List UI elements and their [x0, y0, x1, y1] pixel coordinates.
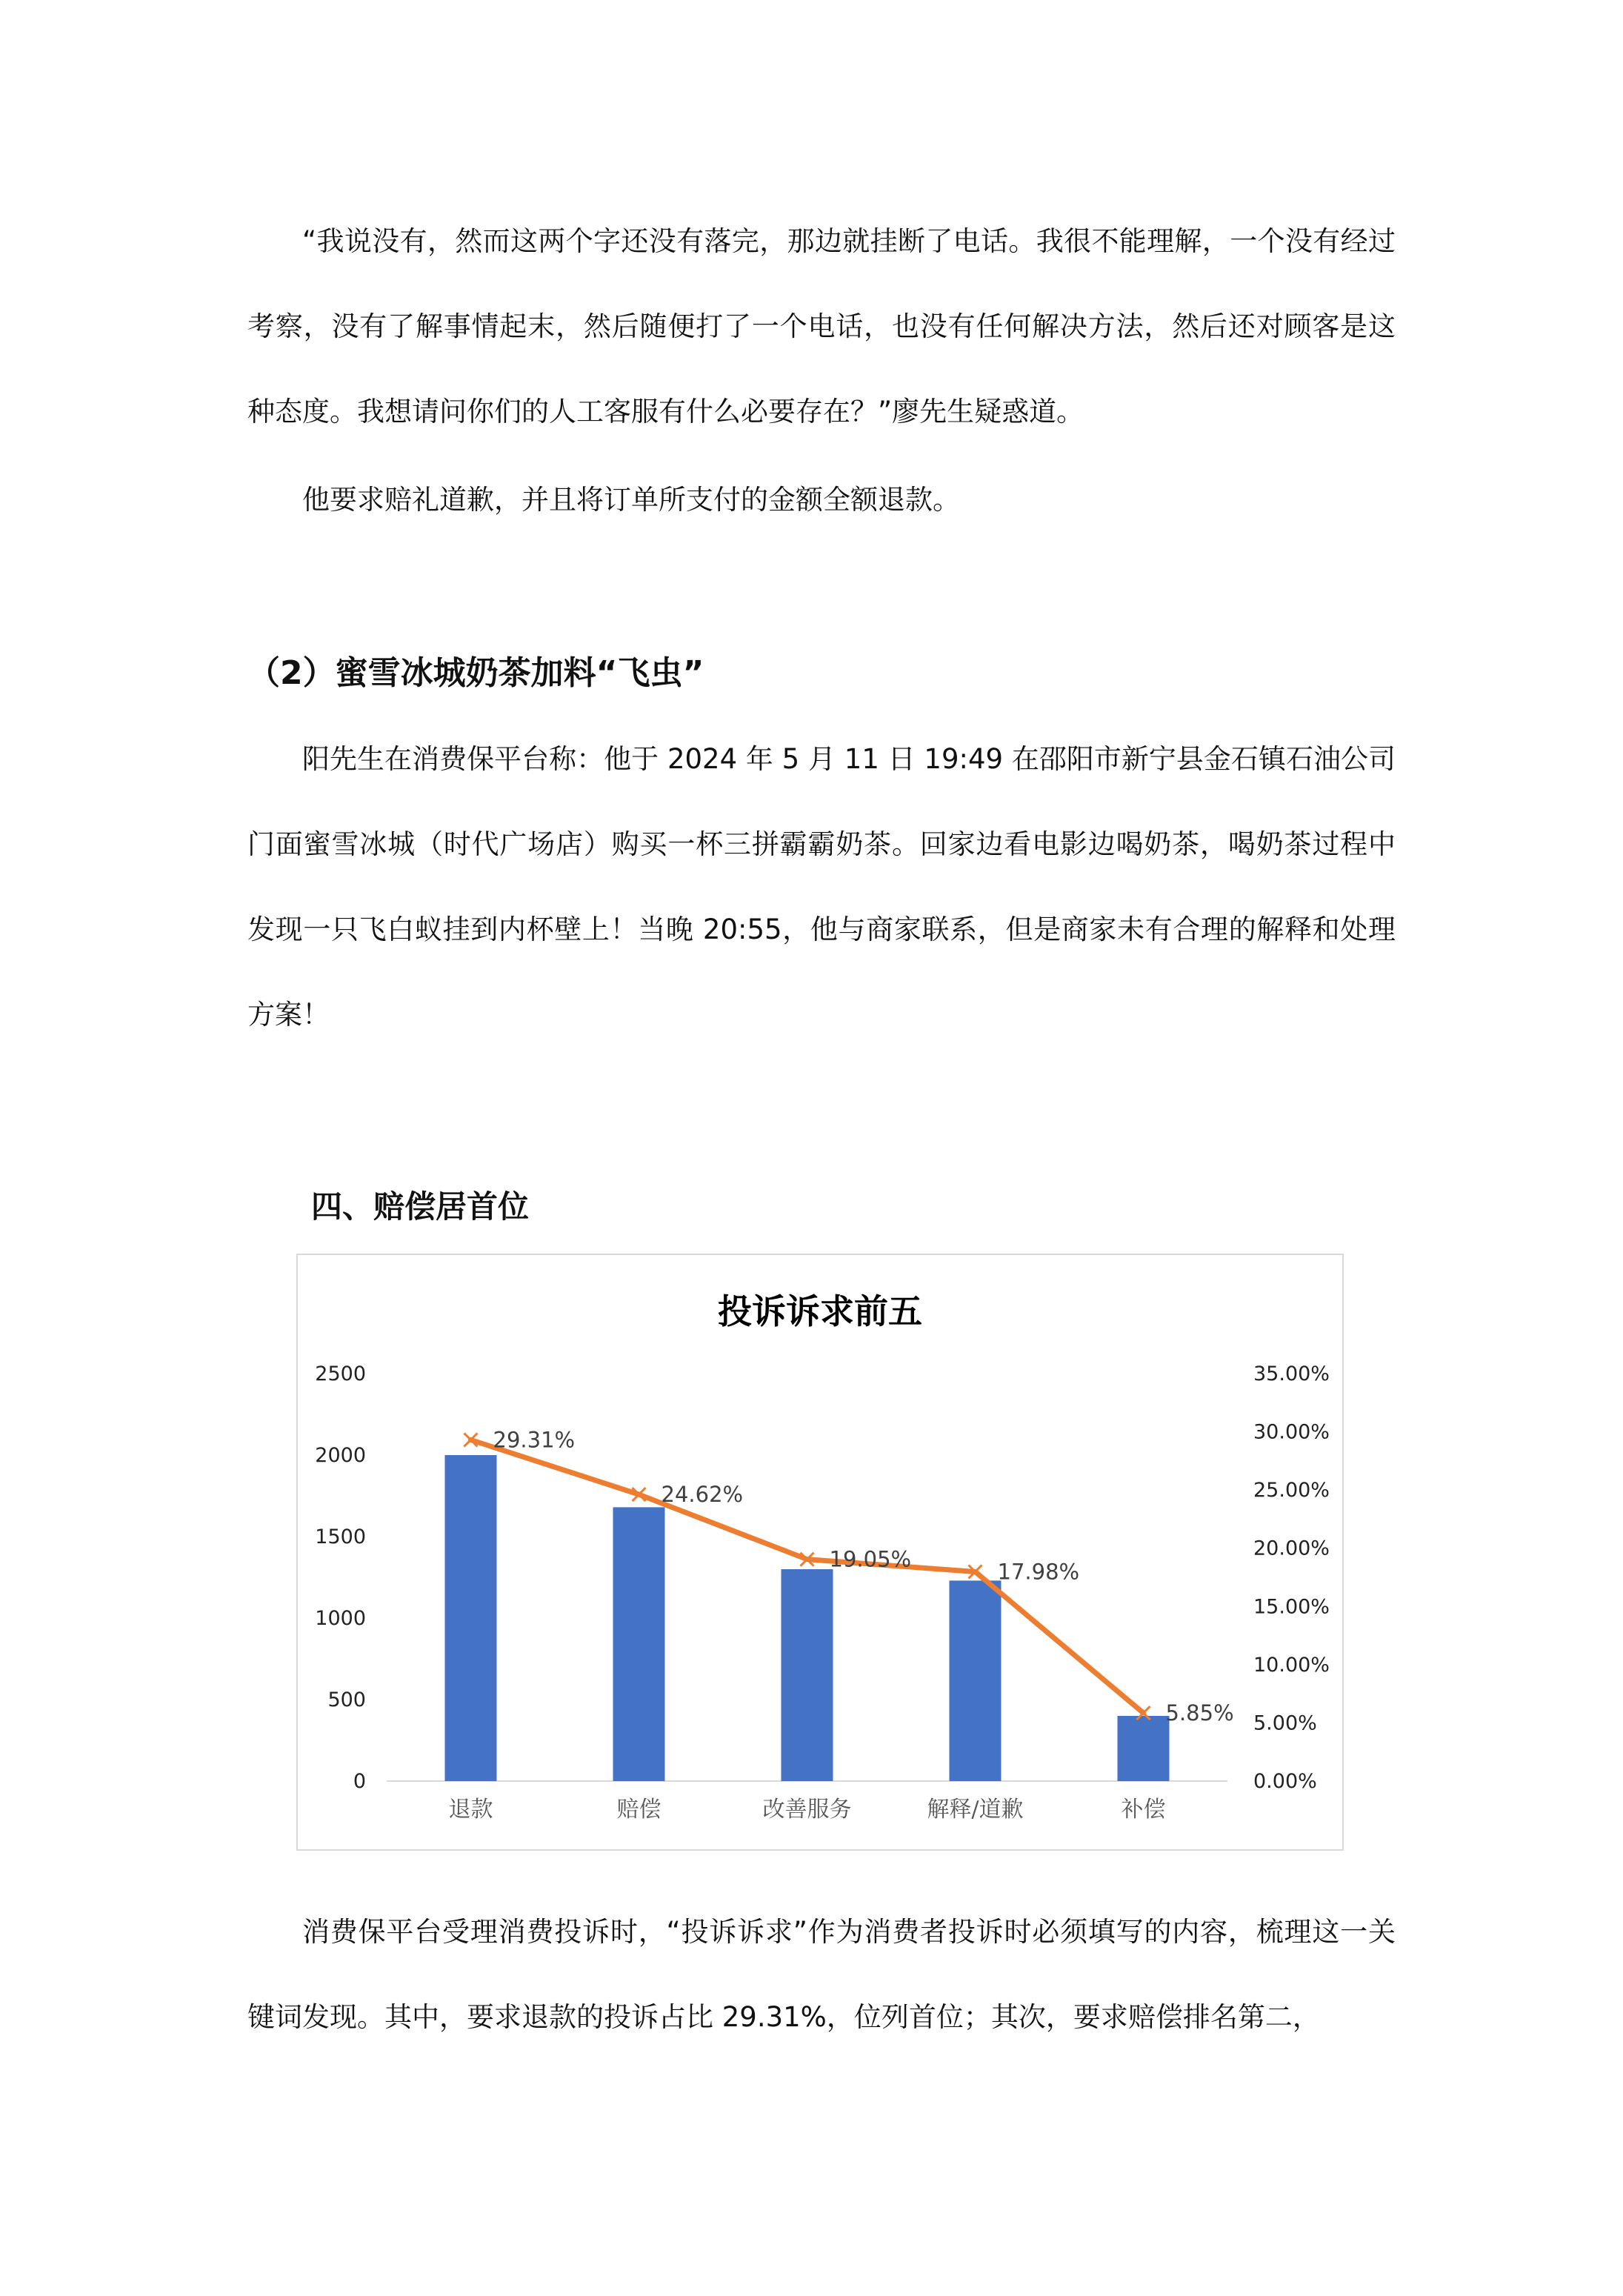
x-tick-label: 退款 [448, 1797, 493, 1823]
chart-title: 投诉诉求前五 [718, 1291, 922, 1331]
y-right-tick-label: 15.00% [1253, 1595, 1330, 1619]
data-label: 17.98% [997, 1559, 1080, 1585]
data-label: 29.31% [493, 1427, 576, 1453]
y-left-tick-label: 1500 [315, 1525, 366, 1548]
y-left-tick-label: 1000 [315, 1607, 366, 1630]
section-heading-mixue: （2）蜜雪冰城奶茶加料“飞虫” [247, 654, 704, 692]
y-right-tick-label: 5.00% [1253, 1711, 1317, 1735]
y-right-tick-label: 25.00% [1253, 1479, 1330, 1503]
y-right-tick-label: 10.00% [1253, 1653, 1330, 1677]
bar-2 [613, 1507, 665, 1781]
data-label: 5.85% [1165, 1700, 1234, 1726]
bar-5 [1118, 1716, 1170, 1781]
data-label: 24.62% [661, 1482, 744, 1508]
x-tick-label: 赔偿 [616, 1797, 661, 1823]
section-heading-compensation: 四、赔偿居首位 [311, 1188, 530, 1225]
x-tick-label: 补偿 [1121, 1797, 1166, 1823]
chart-svg [298, 1255, 1342, 1849]
y-left-tick-label: 2500 [315, 1362, 366, 1385]
paragraph-complaint-quote: “我说没有，然而这两个字还没有落完，那边就挂断了电话。我很不能理解，一个没有经过考察，没有了解事情起末，然后随便打了一个电话，也没有任何解决方法，然后还对顾客是这种态度。我想请问你们的人工客服有什么必要存在？”廖先生疑惑道。 [247, 225, 1396, 427]
y-left-tick-label: 0 [353, 1770, 366, 1793]
paragraph-analysis: 消费保平台受理消费投诉时，“投诉诉求”作为消费者投诉时必须填写的内容，梳理这一关键词发现。其中，要求退款的投诉占比 29.31%，位列首位；其次，要求赔偿排名第二， [247, 1916, 1396, 2033]
y-left-tick-label: 500 [327, 1688, 366, 1711]
bar-1 [445, 1455, 497, 1781]
y-right-tick-label: 0.00% [1253, 1770, 1317, 1793]
chart-complaint-demands [296, 1254, 1344, 1851]
y-right-tick-label: 35.00% [1253, 1362, 1330, 1385]
data-label: 19.05% [829, 1546, 912, 1572]
y-left-tick-label: 2000 [315, 1444, 366, 1467]
x-tick-label: 解释/道歉 [927, 1797, 1024, 1823]
paragraph-mixue-case: 阳先生在消费保平台称：他于 2024 年 5 月 11 日 19:49 在邵阳市新宁县金石镇石油公司门面蜜雪冰城（时代广场店）购买一杯三拼霸霸奶茶。回家边看电影边喝奶茶，喝奶茶过程中发现一只飞白蚁挂到内杯壁上！当晚 20:55，他与商家联系，但是商家未有合理的解释和处理方案！ [247, 743, 1396, 1031]
paragraph-demand: 他要求赔礼道歉，并且将订单所支付的金额全额退款。 [302, 484, 960, 516]
bar-3 [781, 1569, 833, 1781]
x-tick-label: 改善服务 [762, 1797, 852, 1823]
y-right-tick-label: 30.00% [1253, 1420, 1330, 1444]
bar-4 [950, 1580, 1002, 1781]
y-right-tick-label: 20.00% [1253, 1537, 1330, 1560]
